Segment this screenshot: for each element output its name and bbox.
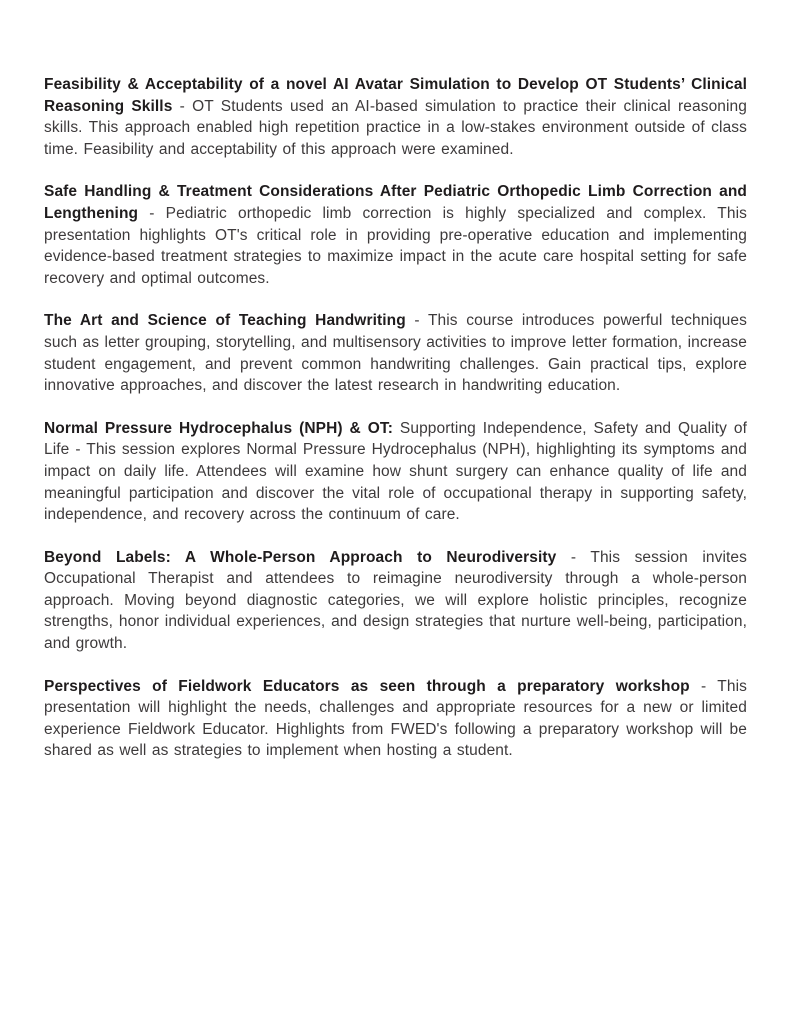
session-title: Perspectives of Fieldwork Educators as seen through a preparatory workshop (44, 677, 690, 695)
session-paragraph-beyond-labels (44, 547, 747, 655)
session-paragraph-nph-ot (44, 418, 747, 526)
session-paragraph-fieldwork-educators (44, 676, 747, 762)
session-description: Supporting Independence, Safety and Quality of Life - This session explores Normal Pressure Hydrocephalus (NPH), highlighting its symptoms and impact on daily life. Attendees will examine how shunt surgery can enhance quality of life and meaningful participation and discover the vital role of occupational therapy in supporting safety, independence, and recovery across the continuum of care. (44, 419, 747, 524)
session-description: - This session invites Occupational Therapist and attendees to reimagine neurodiversity through a whole-person approach. Moving beyond diagnostic categories, we will explore holistic principles, recognize strengths, honor individual experiences, and design strategies that nurture well-being, participation, and growth. (44, 548, 747, 653)
session-title: Beyond Labels: A Whole-Person Approach to Neurodiversity (44, 548, 557, 566)
session-title: Feasibility & Acceptability of a novel AI Avatar Simulation to Develop OT Students’ Clinical Reasoning Skills (44, 76, 747, 115)
session-description: - OT Students used an AI-based simulation to practice their clinical reasoning skills. This approach enabled high repetition practice in a low-stakes environment outside of class time. Feasibility and acceptability of this approach were examined. (44, 97, 747, 158)
session-title: Normal Pressure Hydrocephalus (NPH) & OT: (44, 419, 394, 437)
session-paragraph-feasibility-ai-avatar (44, 74, 747, 160)
session-description: - This presentation will highlight the needs, challenges and appropriate resources for a new or limited experience Fieldwork Educator. Highlights from FWED's following a preparatory workshop will be shared as well as strategies to implement when hosting a student. (44, 677, 747, 760)
session-paragraph-teaching-handwriting (44, 310, 747, 396)
session-title: Safe Handling & Treatment Considerations After Pediatric Orthopedic Limb Correction and Lengthening (44, 183, 747, 222)
session-description: - This course introduces powerful techniques such as letter grouping, storytelling, and multisensory activities to improve letter formation, increase student engagement, and prevent common handwriting challenges. Gain practical tips, explore innovative approaches, and discover the latest research in handwriting education. (44, 312, 747, 395)
session-description: - Pediatric orthopedic limb correction is highly specialized and complex. This presentation highlights OT's critical role in providing pre-operative education and implementing evidence-based treatment strategies to maximize impact in the acute care hospital setting for safe recovery and optimal outcomes. (44, 204, 747, 287)
session-title: The Art and Science of Teaching Handwriting (44, 312, 406, 330)
session-paragraph-safe-handling (44, 181, 747, 289)
